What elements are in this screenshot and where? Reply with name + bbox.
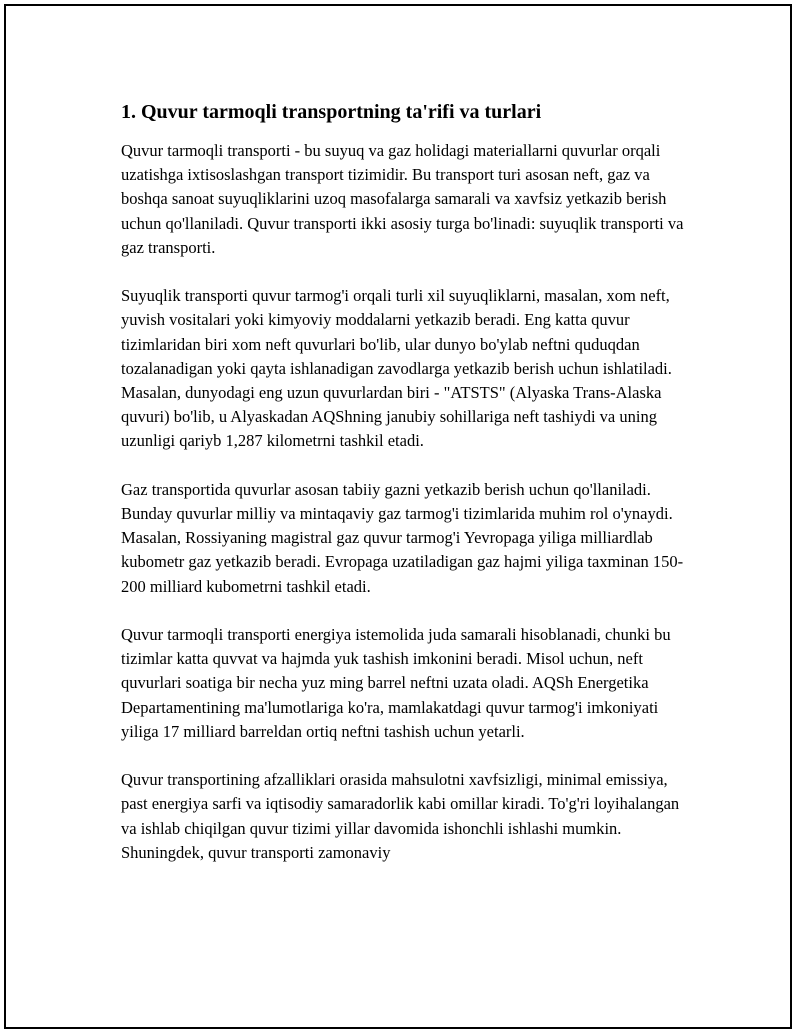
section-title: 1. Quvur tarmoqli transportning ta'rifi va turlari	[121, 101, 542, 123]
paragraph-1: Quvur tarmoqli transporti - bu suyuq va gaz holidagi materiallarni quvurlar orqali uzatishga ixtisoslashgan transport tizimidir. Bu transport turi asosan neft, gaz va boshqa sanoat suyuqliklarini uzoq masofalarga samarali va xavfsiz yetkazib berish uchun qo'llaniladi. Quvur transporti ikki asosiy turga bo'linadi: suyuqlik transporti va gaz transporti.	[121, 141, 684, 257]
paragraph-4: Quvur tarmoqli transporti energiya istemolida juda samarali hisoblanadi, chunki bu tizimlar katta quvvat va hajmda yuk tashish imkonini beradi. Misol uchun, neft quvurlari soatiga bir necha yuz ming barrel neftni uzata oladi. AQSh Energetika Departamentining ma'lumotlariga ko'ra, mamlakatdagi quvur tarmog'i imkoniyati yiliga 17 milliard barreldan ortiq neftni tashish uchun yetarli.	[121, 625, 671, 741]
page-frame	[4, 4, 792, 1029]
paragraph-3: Gaz transportida quvurlar asosan tabiiy gazni yetkazib berish uchun qo'llaniladi. Bunday quvurlar milliy va mintaqaviy gaz tarmog'i tizimlarida muhim rol o'ynaydi. Masalan, Rossiyaning magistral gaz quvur tarmog'i Yevropaga yiliga milliardlab kubometr gaz yetkazib beradi. Evropaga uzatiladigan gaz hajmi yiliga taxminan 150-200 milliard kubometrni tashkil etadi.	[121, 479, 684, 596]
document-body	[121, 98, 691, 889]
paragraph-2: Suyuqlik transporti quvur tarmog'i orqali turli xil suyuqliklarni, masalan, xom neft, yuvish vositalari yoki kimyoviy moddalarni yetkazib beradi. Eng katta quvur tizimlaridan biri xom neft quvurlari bo'lib, ular dunyo bo'ylab neftni quduqdan tozalanadigan yoki qayta ishlanadigan zavodlarga yetkazib berish uchun ishlatiladi. Masalan, dunyodagi eng uzun quvurlardan biri - "ATSTS" (Alyaska Trans-Alaska quvuri) bo'lib, u Alyaskadan AQShning janubiy sohillariga neft tashiydi va uning uzunligi qariyb 1,287 kilometrni tashkil etadi.	[121, 286, 672, 451]
paragraph-5: Quvur transportining afzalliklari orasida mahsulotni xavfsizligi, minimal emissiya, past energiya sarfi va iqtisodiy samaradorlik kabi omillar kiradi. To'g'ri loyihalangan va ishlab chiqilgan quvur tizimi yillar davomida ishonchli ishlashi mumkin. Shuningdek, quvur transporti zamonaviy	[121, 770, 680, 862]
